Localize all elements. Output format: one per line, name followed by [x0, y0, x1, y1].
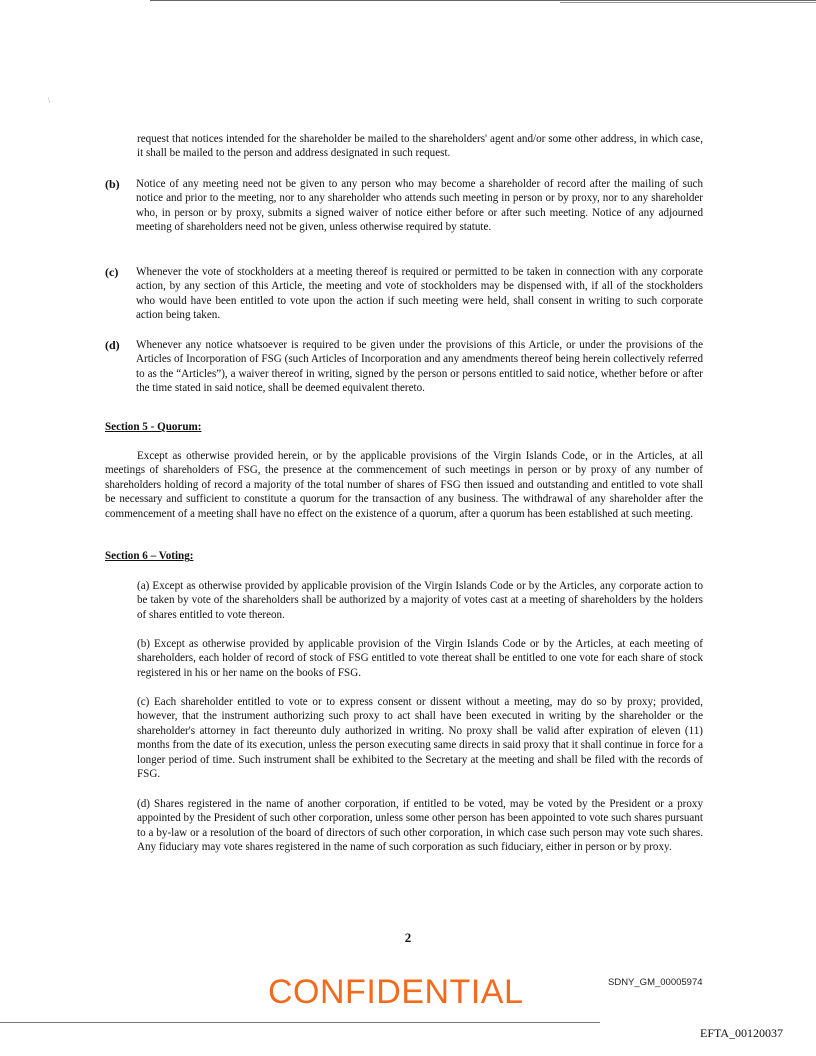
section-5-heading	[105, 421, 201, 433]
scan-edge-bottom	[0, 1022, 600, 1023]
continuation-text: request that notices intended for the shareholder be mailed to the shareholders' agent and/or some other address, in which case, it shall be mailed to the person and address designated in such request.	[137, 133, 703, 160]
section-5-body	[105, 449, 703, 521]
section-6-heading	[105, 550, 193, 562]
item-text: Whenever any notice whatsoever is required to be given under the provisions of this Article, or under the provisions of the Articles of Incorporation of FSG (such Articles of Incorporation and any amendments thereof being herein collectively referred to as the “Articles”), a waiver thereof in writing, signed by the person or persons entitled to said notice, whether before or after the time stated in said notice, shall be deemed equivalent thereto.	[136, 339, 703, 395]
section-5-colon: :	[197, 421, 202, 433]
confidential-stamp: CONFIDENTIAL	[268, 973, 524, 1011]
scan-edge-top-secondary	[560, 2, 816, 3]
notice-item-b	[105, 177, 703, 235]
section-6-item-c	[137, 695, 703, 781]
voting-item-text: (c) Each shareholder entitled to vote or to express consent or dissent without a meeting, may do so by proxy; provided, however, that the instrument authorizing such proxy to act shall have been executed in writing by the shareholder or the shareholder's attorney in fact thereunto duly authorized in writing. No proxy shall be valid after expiration of eleven (11) months from the date of its execution, unless the person executing same directs in said proxy that it shall continue in force for a longer period of time. Such instrument shall be exhibited to the Secretary at the meeting and shall be filed with the records of FSG.	[137, 696, 703, 781]
notice-item-c	[105, 265, 703, 323]
voting-item-text: (d) Shares registered in the name of another corporation, if entitled to be voted, may be voted by the President or a proxy appointed by the President of such other corporation, unless some other person has been appointed to vote such shares pursuant to a by-law or a resolution of the board of directors of such other corporation, in which case such person may vote such shares. Any fiduciary may vote shares registered in the name of such corporation as such fiduciary, either in person or by proxy.	[137, 798, 703, 854]
section-6-colon: :	[189, 550, 194, 562]
page-number: 2	[404, 930, 412, 945]
item-marker: (b)	[105, 177, 120, 191]
notice-continuation	[137, 132, 703, 161]
voting-item-text: (b) Except as otherwise provided by applicable provision of the Virgin Islands Code or by the Articles, at each meeting of shareholders, each holder of record of stock of FSG entitled to vote thereat shall be entitled to one vote for each share of stock registered in his or her name on the books of FSG.	[137, 638, 703, 679]
scan-edge-top	[150, 0, 816, 1]
section-5-title: Section 5 - Quorum	[105, 421, 198, 433]
section-6-item-a	[137, 579, 703, 622]
item-text: Notice of any meeting need not be given to any person who may become a shareholder of record after the mailing of such notice and prior to the meeting, nor to any shareholder who attends such meeting in person or by proxy, nor to any shareholder who, in person or by proxy, submits a signed waiver of notice either before or after such meeting. Notice of any adjourned meeting of shareholders need not be given, unless otherwise required by statute.	[136, 178, 703, 234]
section-5-text: Except as otherwise provided herein, or by the applicable provisions of the Virgin Islands Code, or in the Articles, at all meetings of shareholders of FSG, the presence at the commencement of such meetings in person or by proxy of any number of shareholders holding of record a majority of the total number of shares of FSG then issued and outstanding and entitled to vote shall be necessary and sufficient to constitute a quorum for the transaction of any business. The withdrawal of any shareholder after the commencement of a meeting shall have no effect on the existence of a quorum, after a quorum has been established at such meeting.	[105, 450, 703, 520]
item-text: Whenever the vote of stockholders at a meeting thereof is required or permitted to be taken in connection with any corporate action, by any section of this Article, the meeting and vote of stockholders may be dispensed with, if all of the stockholders who would have been entitled to vote upon the action if such meeting were held, shall consent in writing to such corporate action being taken.	[136, 266, 703, 322]
notice-item-d	[105, 338, 703, 396]
bates-number: SDNY_GM_00005974	[608, 977, 703, 988]
section-6-item-d	[137, 797, 703, 855]
efta-number: EFTA_00120037	[700, 1026, 784, 1040]
scan-speck: \	[48, 96, 51, 105]
section-6-item-b	[137, 637, 703, 680]
item-marker: (d)	[105, 338, 120, 352]
item-marker: (c)	[105, 265, 119, 279]
section-6-title: Section 6 – Voting	[105, 550, 190, 562]
voting-item-text: (a) Except as otherwise provided by applicable provision of the Virgin Islands Code or by the Articles, any corporate action to be taken by vote of the shareholders shall be authorized by a majority of votes cast at a meeting of shareholders by the holders of shares entitled to vote thereon.	[137, 580, 703, 621]
